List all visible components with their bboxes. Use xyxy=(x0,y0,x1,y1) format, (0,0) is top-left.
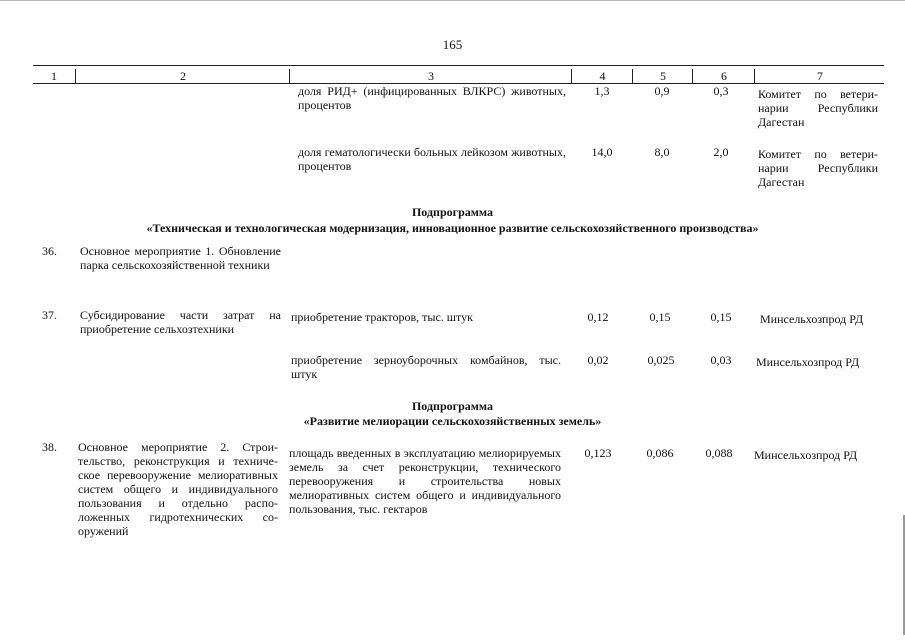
value-rid-3: 0,3 xyxy=(713,84,729,98)
indicator-rid: доля РИД+ (инфицированных ВЛКРС) животных, процентов xyxy=(298,84,566,112)
value-tractors-3: 0,15 xyxy=(710,310,732,324)
value-melioration-3: 0,088 xyxy=(705,446,733,460)
header-col-2: 2 xyxy=(75,69,290,84)
header-col-7: 7 xyxy=(754,69,885,84)
row-36-measure: Основное мероприятие 1. Обновление парка сельскохозяйственной техники xyxy=(80,244,281,272)
org-melioration: Минсельхозпрод РД xyxy=(754,448,858,462)
value-leukosis-1: 14,0 xyxy=(591,145,613,159)
header-col-3: 3 xyxy=(289,69,572,84)
value-melioration-1: 0,123 xyxy=(584,446,612,460)
org-tractors: Минсельхозпрод РД xyxy=(760,312,864,326)
header-col-1: 1 xyxy=(51,69,57,83)
indicator-harvesters: приобретение зерноуборочных комбайнов, тыс. штук xyxy=(291,353,561,381)
value-rid-2: 0,9 xyxy=(654,84,670,98)
scan-edge-top xyxy=(0,0,905,1)
value-harvesters-3: 0,03 xyxy=(710,353,732,367)
header-col-5: 5 xyxy=(632,69,693,84)
indicator-tractors: приобретение тракторов, тыс. штук xyxy=(291,310,473,324)
row-38-measure: Основное мероприятие 2. Строительство, реконструкция и техническое перевооружение мелиоративных систем общего и индивидуального пользования и отдельно расположенных гидротехнических сооружений xyxy=(78,440,278,538)
value-harvesters-1: 0,02 xyxy=(587,353,609,367)
org-rid: Комитет по ветеринарии Республики Дагестан xyxy=(758,87,878,129)
header-col-6: 6 xyxy=(692,69,755,84)
org-leukosis: Комитет по ветеринарии Республики Дагестан xyxy=(758,147,878,189)
row-36-number: 36. xyxy=(42,244,57,258)
value-melioration-2: 0,086 xyxy=(646,446,674,460)
row-37-measure: Субсидирование части затрат на приобретение сельхозтехники xyxy=(80,308,281,336)
value-leukosis-2: 8,0 xyxy=(654,145,670,159)
subprogram-2-title: «Развитие мелиорации сельскохозяйственных земель» xyxy=(303,414,602,428)
table-header-row xyxy=(33,65,884,84)
indicator-melioration: площадь введенных в эксплуатацию мелиорируемых земель за счет реконструкции, технического перевооружения и строительства новых мелиоративных систем общего и индивидуального пользования, тыс. гектаров xyxy=(289,446,561,516)
page-number: 165 xyxy=(442,37,463,52)
header-top-rule xyxy=(33,65,884,66)
row-37-number: 37. xyxy=(42,308,57,322)
subprogram-1-label: Подпрограмма xyxy=(411,205,494,219)
row-38-number: 38. xyxy=(42,440,57,454)
subprogram-2-label: Подпрограмма xyxy=(411,399,494,413)
org-harvesters: Минсельхозпрод РД xyxy=(756,355,860,369)
value-harvesters-2: 0,025 xyxy=(647,353,675,367)
value-tractors-2: 0,15 xyxy=(649,310,671,324)
subprogram-1-title: «Техническая и технологическая модернизация, инновационное развитие сельскохозяйственного производства» xyxy=(146,221,759,235)
value-tractors-1: 0,12 xyxy=(587,310,609,324)
header-col-4: 4 xyxy=(571,69,633,84)
value-rid-1: 1,3 xyxy=(594,84,610,98)
value-leukosis-3: 2,0 xyxy=(713,145,729,159)
indicator-leukosis: доля гематологически больных лейкозом животных, процентов xyxy=(298,145,566,173)
